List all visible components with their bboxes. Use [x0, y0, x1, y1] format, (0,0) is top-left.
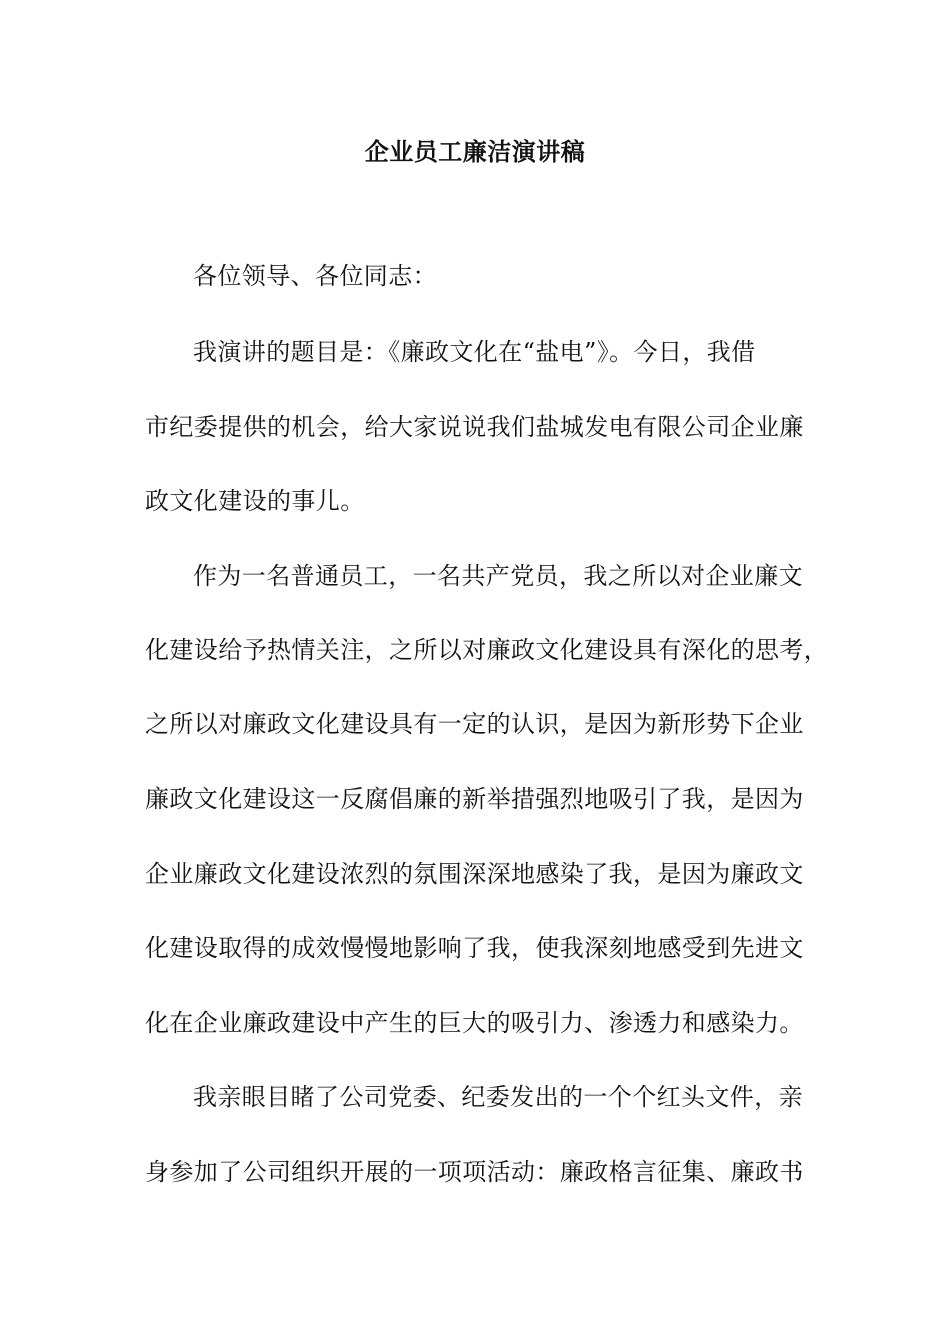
paragraph-line: 市纪委提供的机会，给大家说说我们盐城发电有限公司企业廉 [145, 413, 804, 441]
paragraph-line: 我演讲的题目是：《廉政文化在“盐电”》。今日，我借 [193, 338, 756, 366]
paragraph-line: 之所以对廉政文化建设具有一定的认识，是因为新形势下企业 [145, 710, 804, 738]
document-title: 企业员工廉洁演讲稿 [364, 137, 586, 166]
paragraph-line: 身参加了公司组织开展的一项项活动：廉政格言征集、廉政书 [145, 1158, 804, 1186]
paragraph-line: 我亲眼目睹了公司党委、纪委发出的一个个红头文件，亲 [193, 1083, 803, 1111]
paragraph-line: 政文化建设的事儿。 [145, 487, 365, 515]
paragraph-line: 化在企业廉政建设中产生的巨大的吸引力、渗透力和感染力。 [145, 1009, 804, 1037]
paragraph-line: 作为一名普通员工，一名共产党员，我之所以对企业廉文 [193, 562, 803, 590]
paragraph-line: 企业廉政文化建设浓烈的氛围深深地感染了我，是因为廉政文 [145, 860, 804, 888]
paragraph-line: 化建设给予热情关注，之所以对廉政文化建设具有深化的思考， [145, 636, 829, 664]
salutation-line: 各位领导、各位同志： [193, 262, 437, 290]
paragraph-line: 廉政文化建设这一反腐倡廉的新举措强烈地吸引了我，是因为 [145, 785, 804, 813]
paragraph-line: 化建设取得的成效慢慢地影响了我，使我深刻地感受到先进文 [145, 934, 804, 962]
